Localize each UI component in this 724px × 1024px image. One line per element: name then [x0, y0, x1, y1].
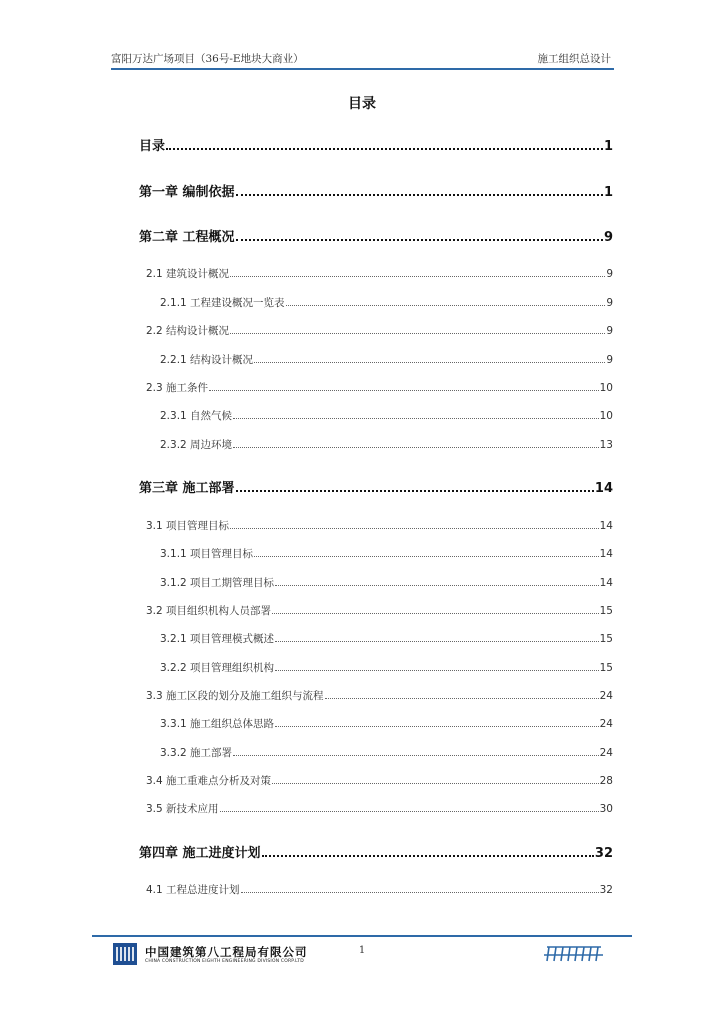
- page-number: 1: [358, 945, 366, 956]
- toc-entry[interactable]: [160, 716, 613, 731]
- toc-page: 32: [599, 884, 613, 896]
- toc-label: 3.1.2 项目工期管理目标: [160, 577, 275, 589]
- toc-leader: [236, 229, 603, 241]
- toc-label: 3.2.1 项目管理模式概述: [160, 633, 275, 645]
- toc-page: 15: [599, 662, 613, 674]
- toc-leader: [209, 381, 599, 391]
- toc-entry[interactable]: [146, 266, 613, 281]
- toc-entry[interactable]: [160, 631, 613, 646]
- toc-leader: [230, 267, 605, 277]
- toc-leader: [254, 547, 599, 557]
- toc-page: 24: [599, 747, 613, 759]
- toc-entry[interactable]: [139, 477, 613, 496]
- toc-leader: [233, 409, 599, 419]
- toc-leader: [272, 604, 599, 614]
- toc-entry[interactable]: [160, 745, 613, 760]
- toc-label: 2.1.1 工程建设概况一览表: [160, 297, 285, 309]
- toc-page: 1: [603, 139, 613, 154]
- toc-entry[interactable]: [146, 882, 613, 897]
- page-title: 目录: [348, 96, 376, 112]
- toc-entry[interactable]: [160, 660, 613, 675]
- toc-page: 10: [599, 382, 613, 394]
- toc-page: 9: [606, 354, 613, 366]
- toc-leader: [230, 324, 605, 334]
- toc-leader: [236, 480, 594, 492]
- toc-page: 9: [606, 325, 613, 337]
- toc-page: 30: [599, 803, 613, 815]
- toc-label: 2.2 结构设计概况: [146, 325, 230, 337]
- toc-entry[interactable]: [160, 437, 613, 452]
- footer-divider: [92, 935, 632, 937]
- toc-entry[interactable]: [146, 773, 613, 788]
- toc-leader: [275, 632, 599, 642]
- toc-entry[interactable]: [146, 603, 613, 618]
- toc-entry[interactable]: [160, 352, 613, 367]
- toc-page: 24: [599, 690, 613, 702]
- toc-leader: [325, 689, 599, 699]
- toc-leader: [275, 717, 599, 727]
- toc-leader: [275, 661, 599, 671]
- toc-page: 14: [599, 548, 613, 560]
- toc-label: 第三章 施工部署: [139, 481, 235, 496]
- toc-page: 10: [599, 410, 613, 422]
- toc-label: 2.3.2 周边环境: [160, 439, 233, 451]
- toc-page: 9: [606, 268, 613, 280]
- toc-label: 3.3.1 施工组织总体思路: [160, 718, 275, 730]
- toc-entry[interactable]: [160, 295, 613, 310]
- company-name-en: CHINA CONSTRUCTION EIGHTH ENGINEERING DIVISION CORP.LTD: [145, 959, 304, 964]
- toc-entry[interactable]: [139, 135, 613, 154]
- toc-label: 3.3.2 施工部署: [160, 747, 233, 759]
- toc-label: 目录: [139, 139, 166, 154]
- toc-page: 15: [599, 633, 613, 645]
- toc-entry[interactable]: [146, 323, 613, 338]
- toc-leader: [166, 138, 603, 150]
- toc-entry[interactable]: [139, 842, 613, 861]
- toc-entry[interactable]: [139, 181, 613, 200]
- toc-label: 第四章 施工进度计划: [139, 846, 261, 861]
- toc-entry[interactable]: [160, 408, 613, 423]
- toc-leader: [272, 774, 599, 784]
- toc-label: 3.5 新技术应用: [146, 803, 219, 815]
- toc-page: 14: [599, 520, 613, 532]
- toc-page: 15: [599, 605, 613, 617]
- company-name-cn: 中国建筑第八工程局有限公司: [145, 945, 308, 959]
- toc-entry[interactable]: [146, 518, 613, 533]
- toc-label: 3.3 施工区段的划分及施工组织与流程: [146, 690, 324, 702]
- toc-label: 3.4 施工重难点分析及对策: [146, 775, 272, 787]
- toc-leader: [275, 576, 599, 586]
- toc-leader: [286, 296, 606, 306]
- toc-page: 28: [599, 775, 613, 787]
- toc-label: 2.3 施工条件: [146, 382, 209, 394]
- toc-entry[interactable]: [146, 688, 613, 703]
- toc-page: 9: [603, 230, 613, 245]
- toc-label: 3.1 项目管理目标: [146, 520, 230, 532]
- toc-page: 32: [594, 846, 613, 861]
- toc-leader: [230, 519, 599, 529]
- toc-leader: [220, 802, 599, 812]
- header-project-name: 富阳万达广场项目（36号-E地块大商业）: [111, 53, 304, 65]
- toc-entry[interactable]: [146, 380, 613, 395]
- bridge-logo-icon: [541, 943, 605, 965]
- toc-page: 1: [603, 185, 613, 200]
- toc-label: 3.2 项目组织机构人员部署: [146, 605, 272, 617]
- toc-leader: [254, 353, 605, 363]
- toc-leader: [241, 883, 599, 893]
- toc-label: 3.1.1 项目管理目标: [160, 548, 254, 560]
- toc-label: 第二章 工程概况: [139, 230, 235, 245]
- toc-entry[interactable]: [160, 546, 613, 561]
- toc-page: 24: [599, 718, 613, 730]
- toc-page: 14: [599, 577, 613, 589]
- toc-label: 4.1 工程总进度计划: [146, 884, 240, 896]
- toc-entry[interactable]: [146, 801, 613, 816]
- toc-leader: [236, 184, 603, 196]
- header-document-name: 施工组织总设计: [537, 53, 611, 65]
- toc-label: 3.2.2 项目管理组织机构: [160, 662, 275, 674]
- toc-label: 2.3.1 自然气候: [160, 410, 233, 422]
- toc-leader: [262, 845, 594, 857]
- toc-leader: [233, 746, 599, 756]
- toc-label: 2.1 建筑设计概况: [146, 268, 230, 280]
- toc-entry[interactable]: [160, 575, 613, 590]
- toc-label: 第一章 编制依据: [139, 185, 235, 200]
- toc-entry[interactable]: [139, 226, 613, 245]
- toc-leader: [233, 438, 599, 448]
- toc-page: 13: [599, 439, 613, 451]
- toc-page: 14: [594, 481, 613, 496]
- toc-label: 2.2.1 结构设计概况: [160, 354, 254, 366]
- toc-page: 9: [606, 297, 613, 309]
